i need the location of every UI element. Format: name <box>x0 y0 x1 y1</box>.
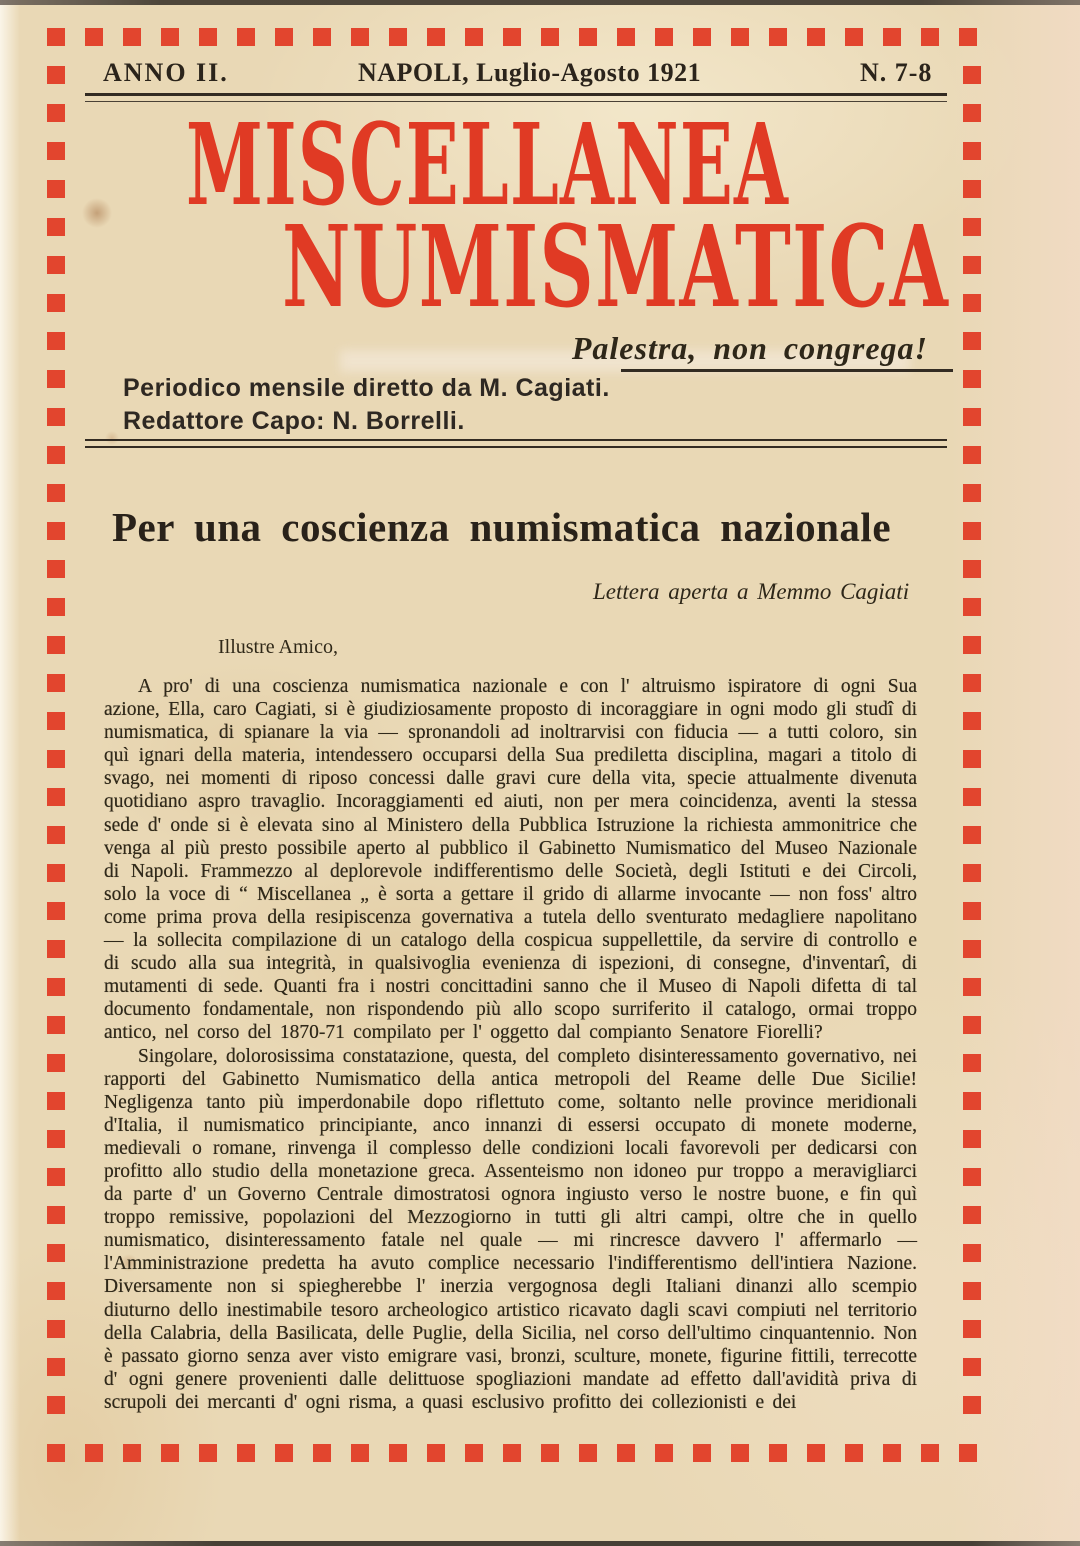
masthead-motto: Palestra, non congrega! <box>571 330 928 366</box>
scan-edge-bottom <box>0 1541 1080 1546</box>
article-body <box>104 675 917 1414</box>
issue-header <box>0 58 1080 92</box>
masthead-title-line1: MISCELLANEA <box>186 100 790 231</box>
masthead-rule <box>85 439 947 448</box>
issue-number: N. 7-8 <box>860 58 933 87</box>
issue-place-date: NAPOLI, Luglio-Agosto 1921 <box>358 58 702 87</box>
border-squares-bottom <box>47 1444 981 1462</box>
publication-info-line: Periodico mensile diretto da M. Cagiati. <box>123 374 610 402</box>
border-squares-right <box>963 66 981 1426</box>
article-title: Per una coscienza numismatica nazionale <box>112 504 892 550</box>
chief-editor-line: Redattore Capo: N. Borrelli. <box>123 407 465 435</box>
article-paragraph-2: Singolare, dolorosissima constatazione, questa, del completo disinteressamento governativo, nei rapporti del Gabinetto Numismatico della antica metropoli del Reame delle Due Sicilie! Negligenza tanto più imperdonabile dopo riflettuto come, soltanto nelle province meridionali d'Italia, il numismatico principiante, anco innanzi di essersi occupato di monete moderne, medievali o romane, rinvenga il complesso delle condizioni locali favorevoli per dedicarsi con profitto allo studio della monetazione greca. Assenteismo non idoneo pur troppo a meravigliarci da parte d' un Governo Centrale dimostratosi ognora ingiusto verso le nostre buone, e fin quì troppo remissive, popolazioni del Mezzogiorno in tutti gli altri campi, oltre che in quello numismatico, disinteressamento fatale nel quale — mi rincresce davvero l' affermarlo — l'Amministrazione predetta ha avuto complice necessario l'indifferentismo dell'intiera Nazione. Diversamente non si spiegherebbe l' inerzia vergognosa degli Italiani dinanzi allo scempio diuturno dello inestimabile tesoro archeologico artistico ricavato dagli scavi compiuti nel territorio della Calabria, della Basilicata, delle Puglie, della Sicilia, nel corso dell'ultimo cinquantennio. Non è passato giorno senza aver visto emigrare vasi, bronzi, sculture, monete, figurine fittili, terrecotte d' ogni genere provenienti dalle delittuose spogliazioni mandate ad effetto dall'avidità priva di scrupoli dei mercanti d' ogni risma, a quasi esclusivo profitto dei collezionisti e dei <box>104 1045 917 1413</box>
masthead-title-line2: NUMISMATICA <box>282 202 950 333</box>
border-squares-top <box>47 28 981 46</box>
article-salutation: Illustre Amico, <box>218 636 338 658</box>
issue-year: ANNO II. <box>103 58 229 87</box>
article-paragraph-1: A pro' di una coscienza numismatica nazionale e con l' altruismo ispiratore di ogni Sua azione, Ella, caro Cagiati, si è giudiziosamente proposto di incoraggiare in ogni modo gli studî di numismatica, di spianare la via — spronandoli ad inoltrarvisi con fiducia — a tutti coloro, sin quì ignari della materia, intendessero occuparsi della Sua prediletta disciplina, magari a titolo di svago, nei momenti di riposo concessi dalle gravi cure della vita, specie attualmente divenuta quotidiano aspro travaglio. Incoraggiamenti ed aiuti, non per mera coincidenza, aventi la stessa sede d' onde si è elevata sino al Ministero della Pubblica Istruzione la richiesta ammonitrice che venga al più presto possibile aperto al pubblico il Gabinetto Numismatico del Museo Nazionale di Napoli. Frammezzo al deplorevole indifferentismo delle Società, degli Istituti e dei Circoli, solo la voce di “ Miscellanea „ è sorta a gettare il grido di allarme invocante — non foss' altro come prima prova della resipiscenza governativa a tutela dello sventurato medagliere napolitano — la sollecita compilazione di un catalogo della cospicua suppellettile, da servire di controllo e di scudo alla sua integrità, in qualsivoglia evenienza di ispezioni, di consegne, d'inventarî, di mutamenti di sede. Quanti fra i nostri concittadini sanno che il Museo di Napoli difetta di tal documento fondamentale, non rispondendo più allo scopo surriferito il catalogo, ormai troppo antico, nel corso del 1870-71 compilato per l' oggetto dal compianto Senatore Fiorelli? <box>104 676 917 1044</box>
motto-underline <box>621 369 953 372</box>
border-squares-left <box>47 66 65 1426</box>
article-subtitle: Lettera aperta a Memmo Cagiati <box>593 579 910 604</box>
scan-edge-top <box>0 0 1080 5</box>
